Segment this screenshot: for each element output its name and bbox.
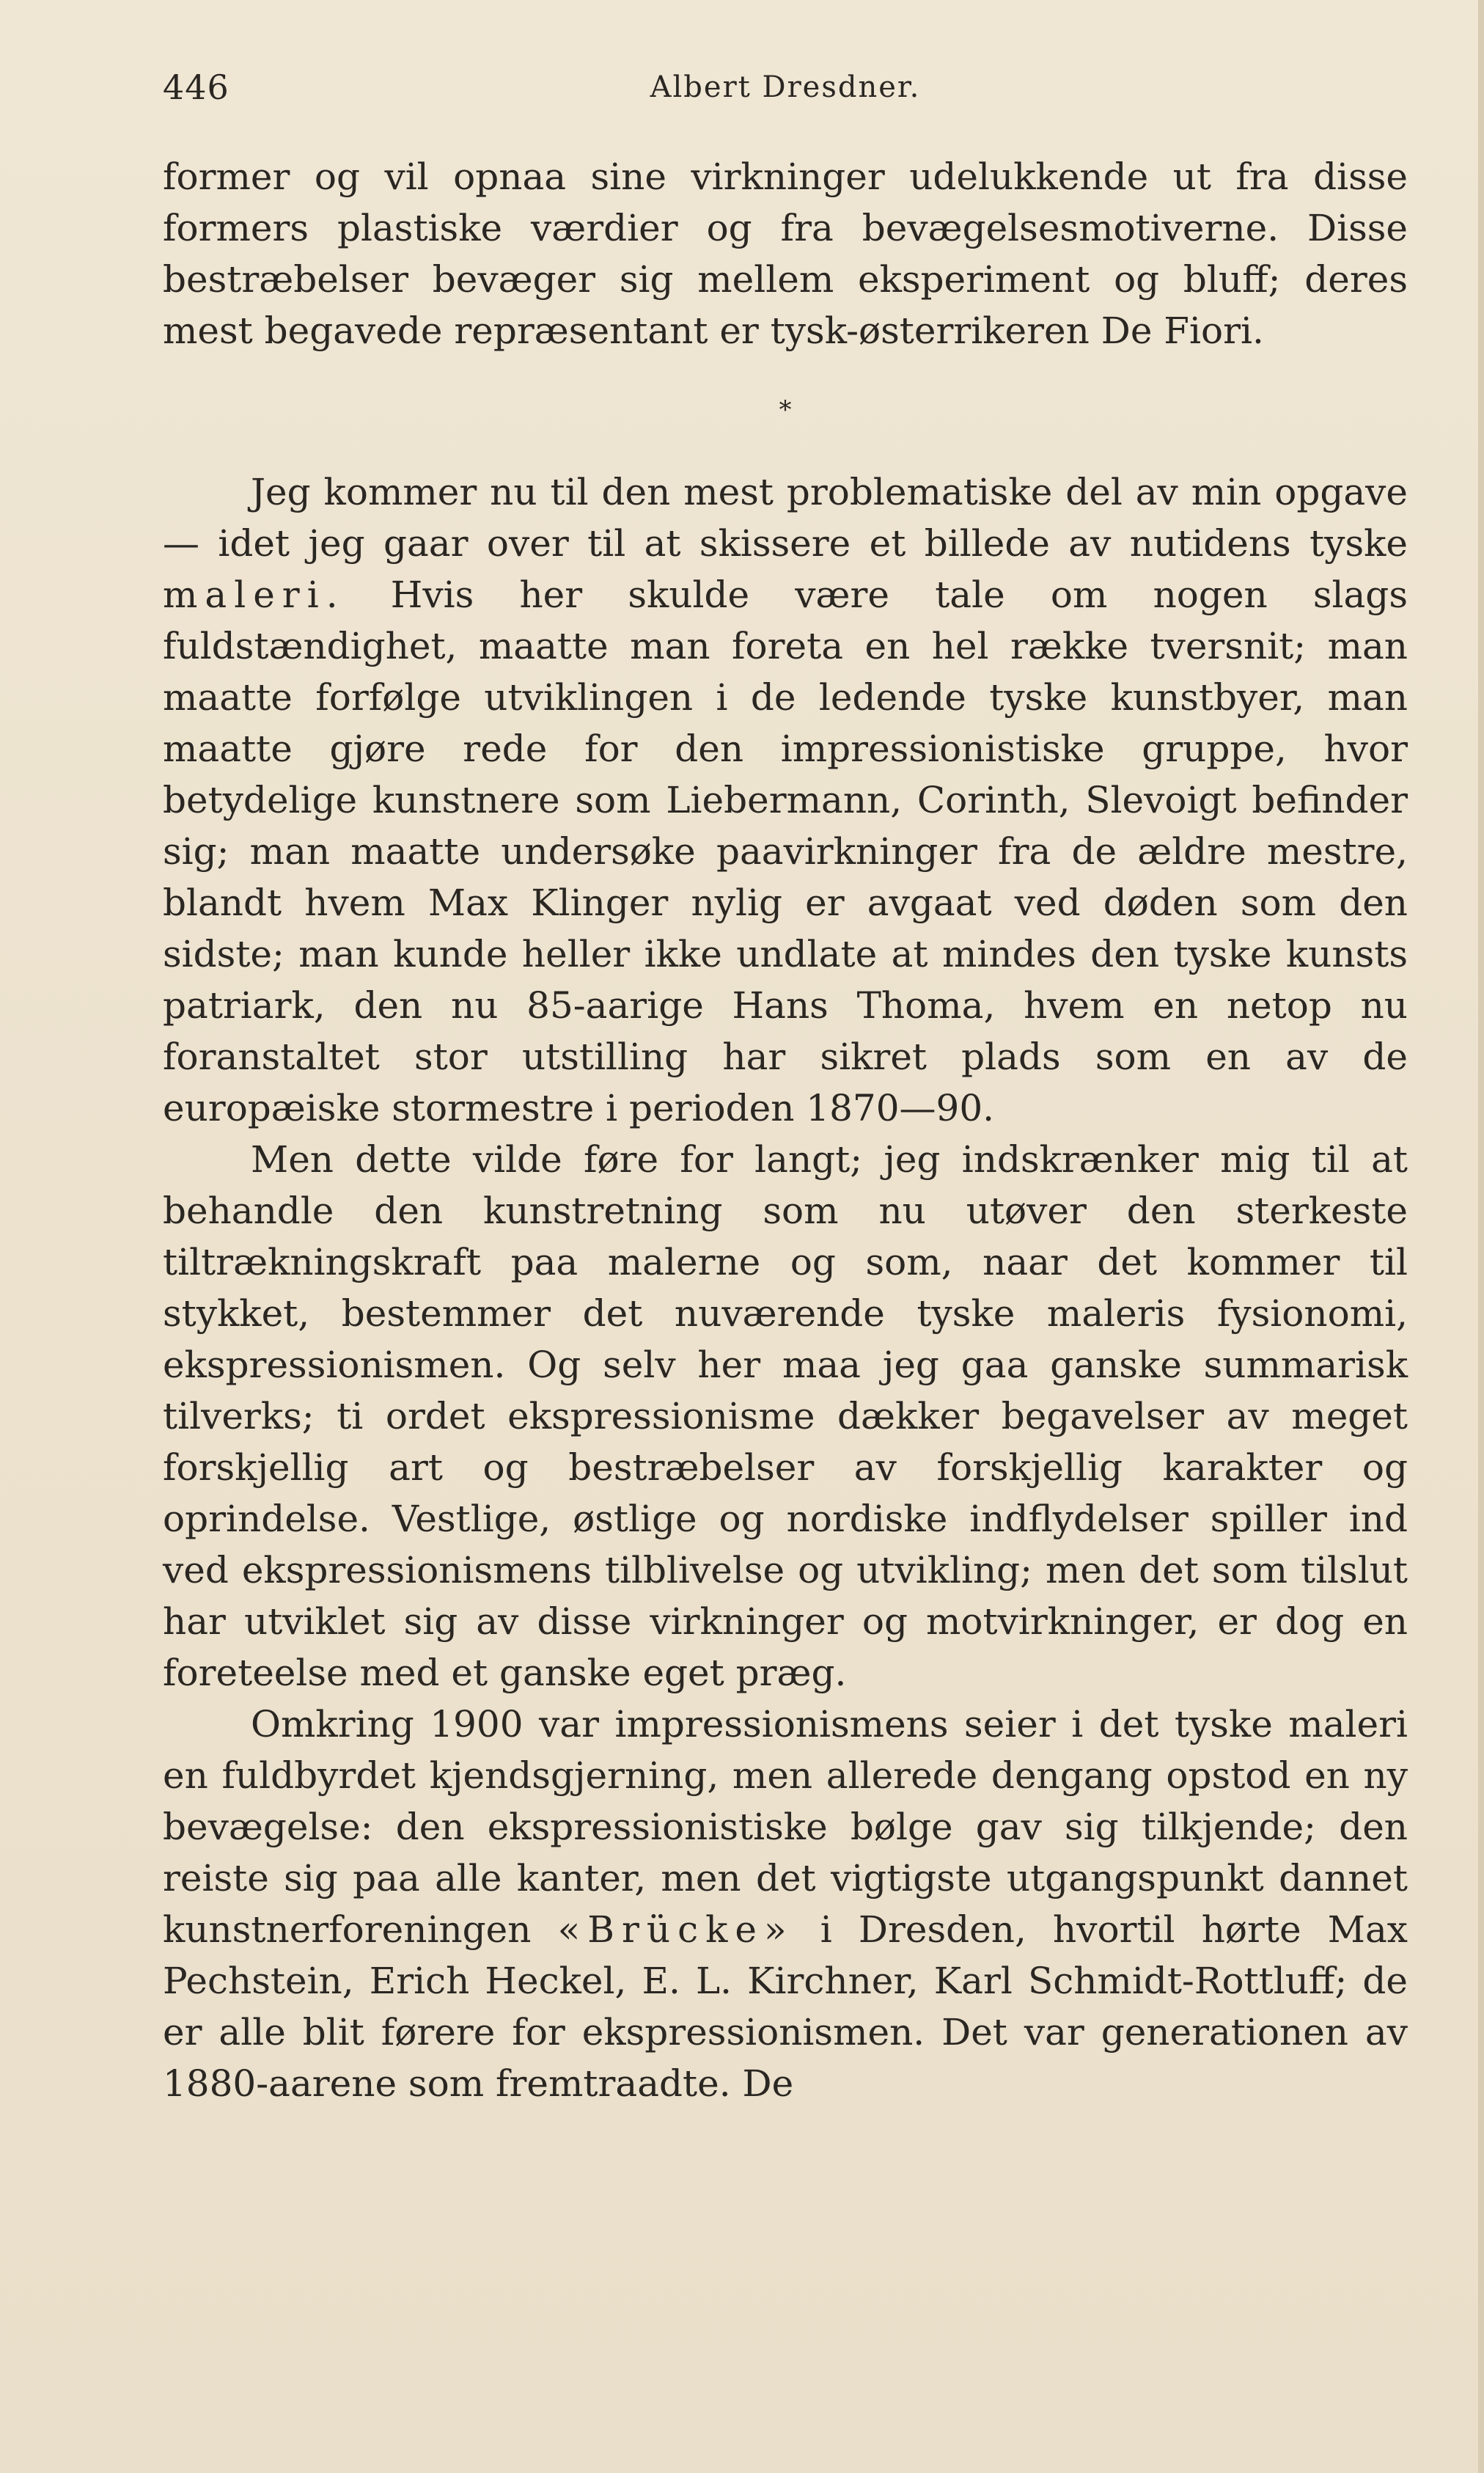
page-edge bbox=[1478, 0, 1484, 2473]
emphasized-word-maleri: maleri. bbox=[163, 574, 345, 616]
running-head: Albert Dresdner. bbox=[650, 70, 921, 104]
body-text bbox=[163, 151, 1408, 2109]
page-header bbox=[163, 67, 1408, 111]
paragraph-1: former og vil opnaa sine virkninger udelukkende ut fra disse formers plastiske værdier og fra bevægelsesmotiverne. Disse bestræbelser bevæger sig mellem eksperiment og bluff; deres mest begavede repræsentant er tysk-østerrikeren De Fiori. bbox=[163, 155, 1408, 352]
paragraph-3: Men dette vilde føre for langt; jeg indskrænker mig til at behandle den kunstretning som nu utøver den sterkeste tiltrækningskraft paa malerne og som, naar det kommer til stykket, bestemmer det nuværende tyske maleris fysionomi, ekspressionismen. Og selv her maa jeg gaa ganske summarisk tilverks; ti ordet ekspressionisme dækker begavelser av meget forskjellig art og bestræbelser av forskjellig karakter og oprindelse. Vestlige, østlige og nordiske indflydelser spiller ind ved ekspressionismens tilblivelse og utvikling; men det som tilslut har utviklet sig av disse virkninger og motvirkninger, er dog en foreteelse med et ganske eget præg. bbox=[163, 1138, 1408, 1694]
paragraph-4 bbox=[163, 1699, 1408, 2109]
paragraph-4-part-b: i Dresden, hvortil hørte Max Pechstein, Erich Heckel, E. L. Kirchner, Karl Schmidt-Rottluff; de er alle blit førere for ekspressionismen. Det var generationen av 1880-aarene som fremtraadte. De bbox=[163, 1908, 1408, 2105]
paragraph-2-part-a: Jeg kommer nu til den mest problematiske del av min opgave — idet jeg gaar over til at skissere et billede av nutidens tyske bbox=[163, 471, 1408, 565]
section-separator: * bbox=[779, 395, 792, 425]
page-number: 446 bbox=[163, 67, 229, 107]
paragraph-2 bbox=[163, 466, 1408, 1134]
paragraph-2-part-b: Hvis her skulde være tale om nogen slags fuldstændighet, maatte man foreta en hel række tversnit; man maatte forfølge utviklingen i de ledende tyske kunstbyer, man maatte gjøre rede for den impressionistiske gruppe, hvor betydelige kunstnere som Liebermann, Corinth, Slevoigt befinder sig; man maatte undersøke paavirkninger fra de ældre mestre, blandt hvem Max Klinger nylig er avgaat ved døden som den sidste; man kunde heller ikke undlate at mindes den tyske kunsts patriark, den nu 85-aarige Hans Thoma, hvem en netop nu foranstaltet stor utstilling har sikret plads som en av de europæiske stormestre i perioden 1870—90. bbox=[163, 574, 1408, 1129]
paragraph-4-part-a: Omkring 1900 var impressionismens seier i det tyske maleri en fuldbyrdet kjendsgjerning, men allerede dengang opstod en ny bevægelse: den ekspressionistiske bølge gav sig tilkjende; den reiste sig paa alle kanter, men det vigtigste utgangspunkt dannet kunstnerforeningen bbox=[163, 1703, 1408, 1951]
emphasized-word-brucke: «Brücke» bbox=[557, 1908, 794, 1951]
